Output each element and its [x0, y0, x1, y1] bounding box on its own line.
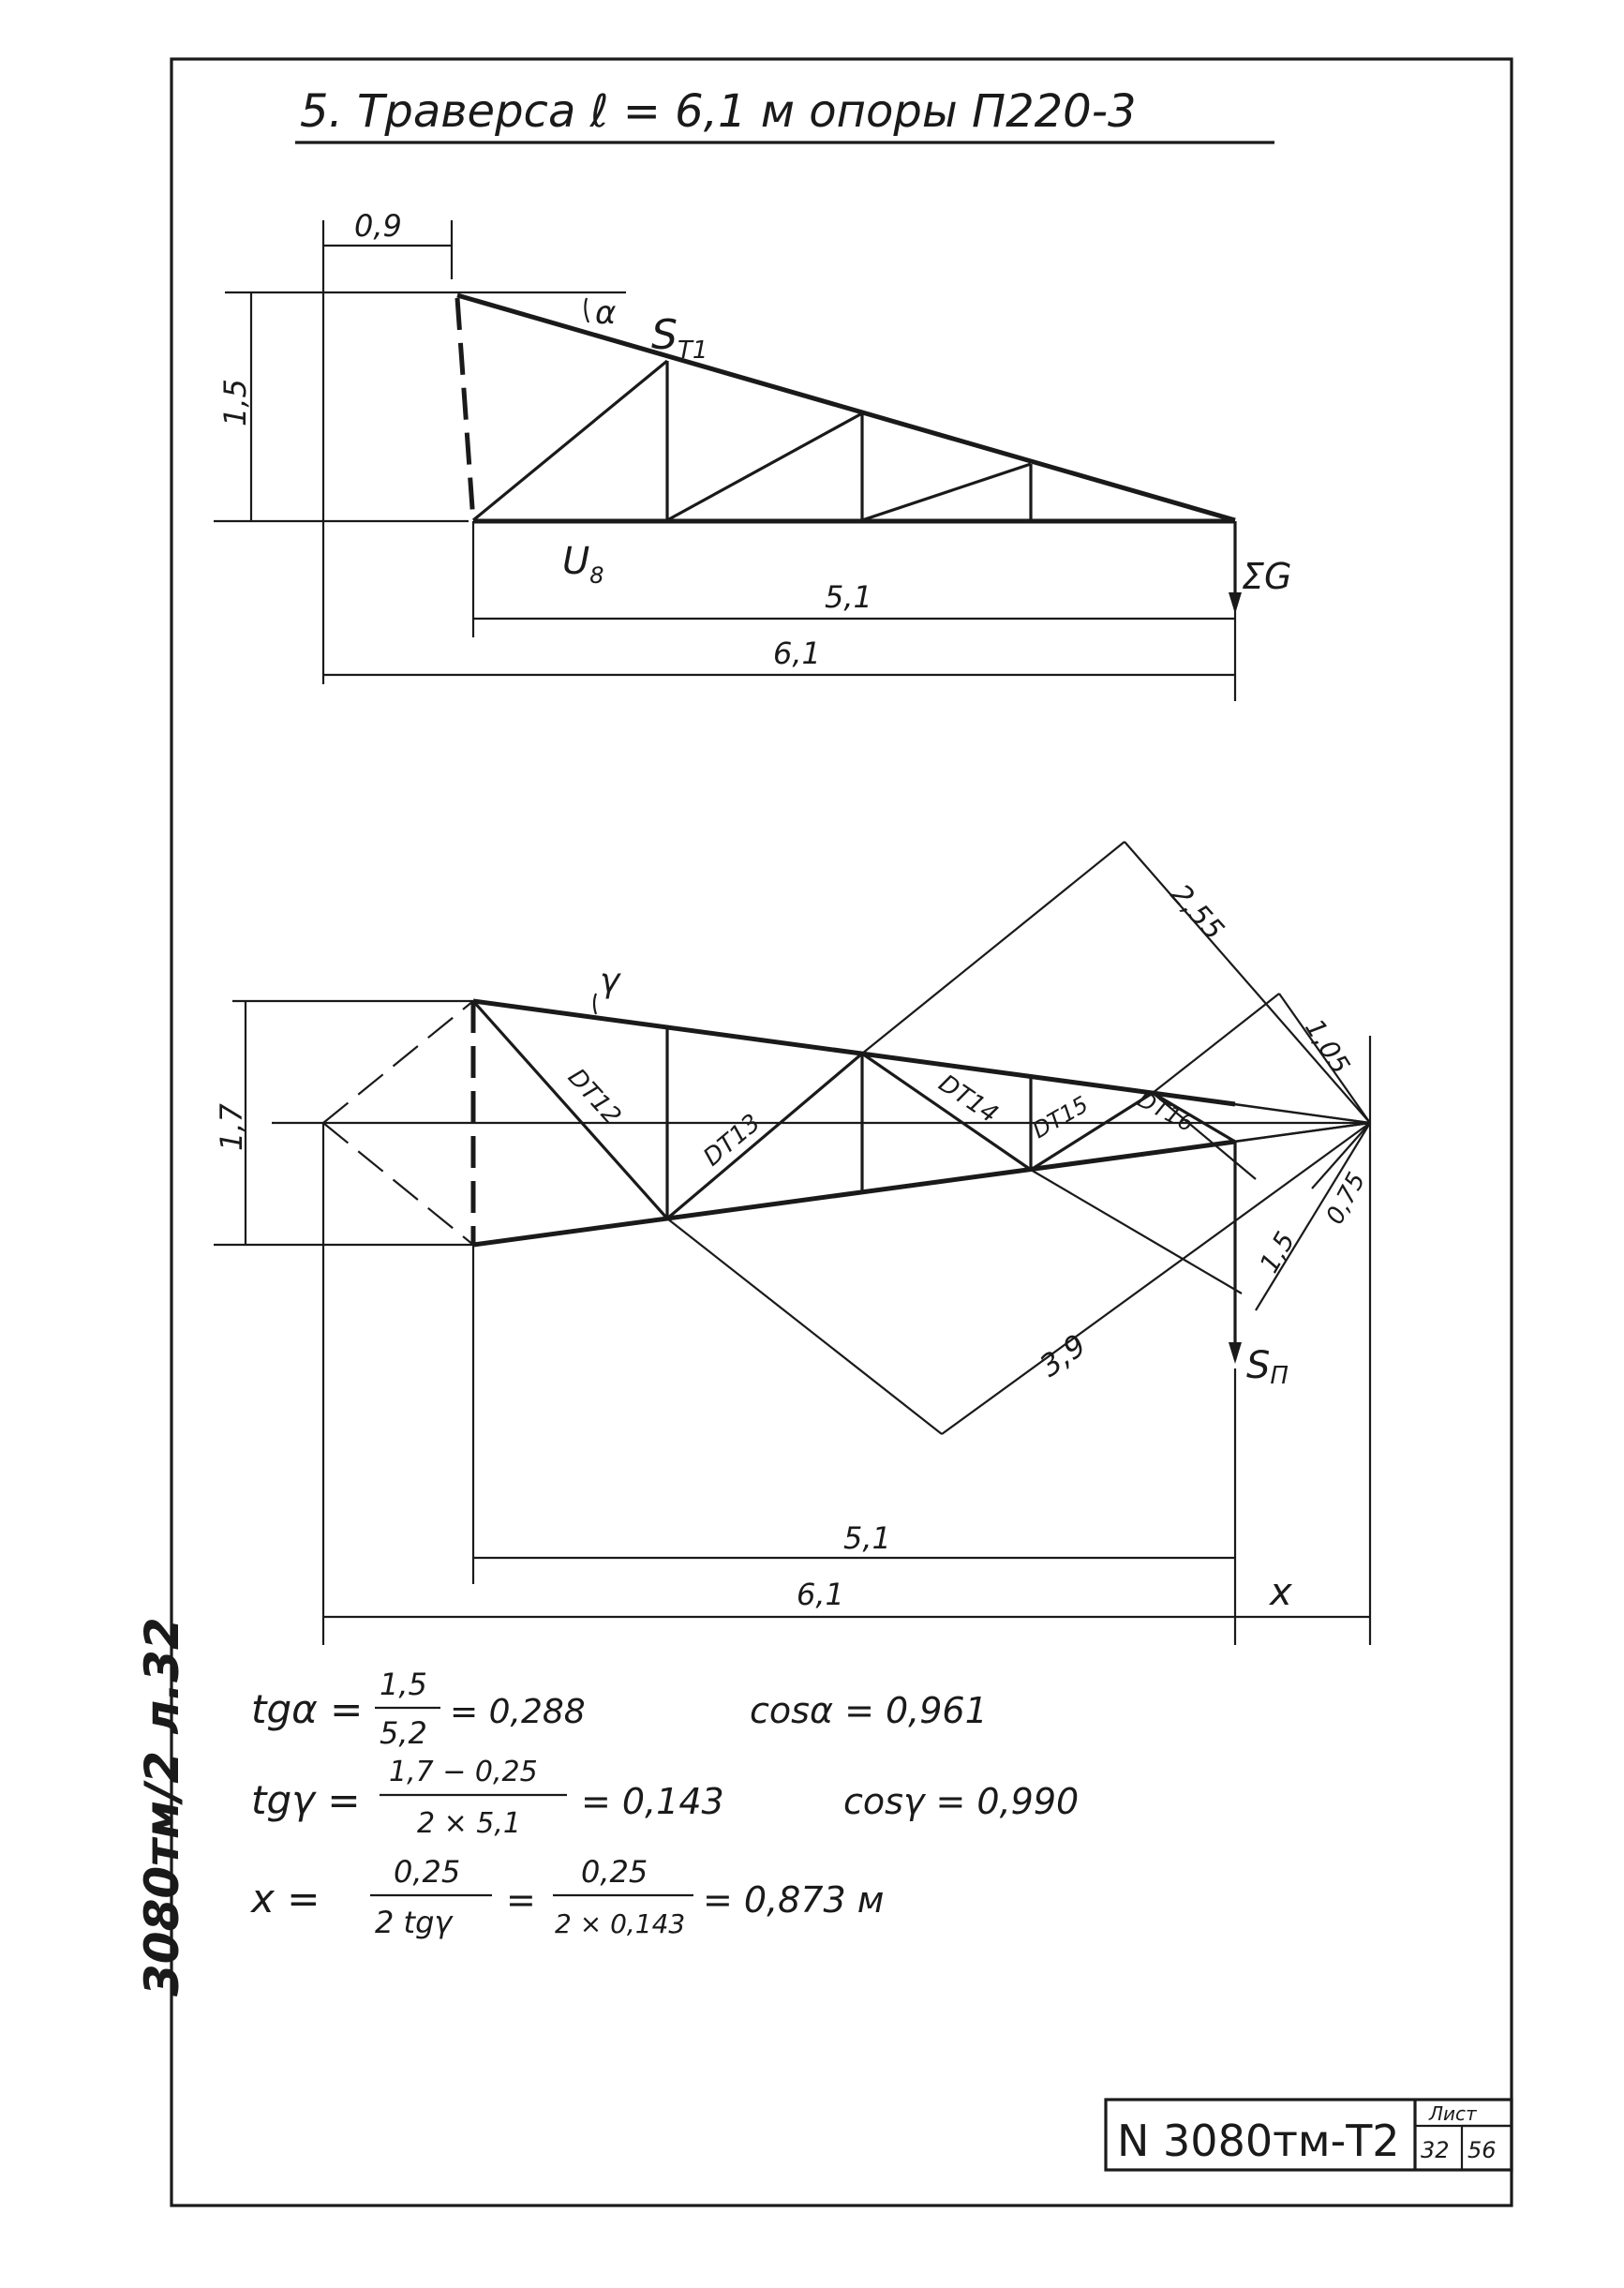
formula2-den: 2 × 5,1	[417, 1807, 522, 1840]
load-label: ΣG	[1242, 556, 1292, 597]
dim-arm-105: 1,05	[1299, 1013, 1357, 1080]
label-d13: DT13	[698, 1109, 767, 1173]
label-d15: DT15	[1028, 1091, 1094, 1144]
formula1-den: 5,2	[380, 1715, 427, 1751]
formula1-cos: cosα = 0,961	[750, 1690, 988, 1731]
dim-total-span-lower: 6,1	[797, 1577, 844, 1612]
label-d16: DT16	[1133, 1085, 1199, 1138]
sheet-total: 56	[1468, 2137, 1497, 2163]
dim-arm-075: 0,75	[1320, 1168, 1372, 1230]
top-chord-label: $S_{T1}$	[651, 311, 708, 365]
sheet-label: Лист	[1429, 2102, 1477, 2125]
upper-truss-view	[214, 208, 1291, 701]
formula3-num2: 0,25	[581, 1854, 648, 1890]
formulas	[249, 1667, 1079, 1940]
formula3-lhs: x =	[251, 1876, 320, 1922]
formula3-eq: =	[506, 1879, 536, 1921]
dim-inner-span: 5,1	[825, 579, 872, 615]
formula2-lhs: tgγ =	[251, 1777, 361, 1823]
label-d14: DT14	[933, 1069, 1004, 1129]
dim-height-lower: 1,7	[214, 1103, 249, 1151]
bottom-chord-label: $U_8$	[562, 540, 604, 589]
title-stamp	[1106, 2100, 1512, 2170]
dim-total-span: 6,1	[773, 636, 821, 671]
dim-arm-39: 3,9	[1033, 1326, 1093, 1384]
alpha-label: α	[595, 294, 617, 332]
dim-arm-255: 2,55	[1164, 877, 1230, 947]
page-title: 5. Траверса ℓ = 6,1 м опоры П220-3	[300, 85, 1137, 138]
doc-number: N 3080тм-Т2	[1117, 2116, 1400, 2166]
formula2-num: 1,7 − 0,25	[389, 1756, 538, 1788]
label-d12: DT12	[561, 1063, 627, 1130]
formula1-num: 1,5	[380, 1667, 427, 1702]
dim-x: x	[1270, 1571, 1292, 1614]
formula2-cos: cosγ = 0,990	[843, 1781, 1080, 1822]
formula3-den1: 2 tgγ	[375, 1905, 453, 1940]
formula2-result: = 0,143	[581, 1781, 724, 1822]
dim-arm-15: 1,5	[1253, 1226, 1302, 1279]
gamma-label: γ	[600, 962, 620, 1000]
formula1-lhs: tgα =	[251, 1686, 364, 1732]
top-chord	[457, 295, 1235, 520]
formula3-den2: 2 × 0,143	[555, 1908, 686, 1939]
left-dashed-post	[457, 298, 473, 521]
lower-truss-view	[214, 842, 1371, 1645]
sheet-number: 32	[1421, 2137, 1450, 2163]
side-note: 3080тм/2 л.32	[135, 1617, 189, 1996]
formula1-result: = 0,288	[450, 1693, 586, 1731]
dim-inner-span-lower: 5,1	[843, 1520, 891, 1556]
formula3-result: = 0,873 м	[703, 1879, 885, 1921]
formula3-num1: 0,25	[394, 1854, 461, 1890]
dim-height: 1,5	[217, 379, 253, 426]
load-label-lower: SП	[1246, 1344, 1289, 1390]
dim-top-offset: 0,9	[354, 208, 402, 244]
